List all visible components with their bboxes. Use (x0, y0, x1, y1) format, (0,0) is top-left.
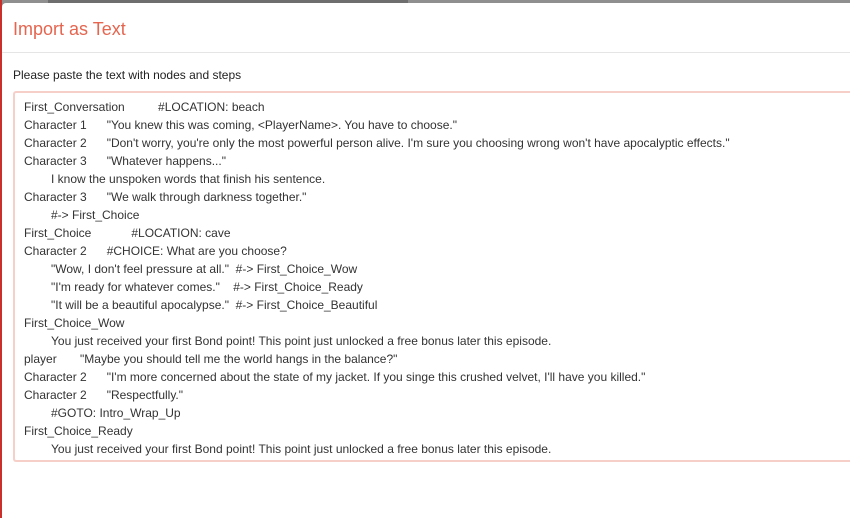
textarea-line: "It will be a beautiful apocalypse." #-> First_Choice_Beautiful (51, 298, 378, 312)
paste-label: Please paste the text with nodes and steps (13, 68, 242, 82)
textarea-line: "I'm ready for whatever comes." #-> First_Choice_Ready (51, 280, 363, 294)
modal-title: Import as Text (13, 19, 126, 39)
modal-header (2, 3, 850, 53)
textarea-line: First_Choice #LOCATION: cave (24, 226, 231, 240)
textarea-line: Character 2 #CHOICE: What are you choose? (24, 244, 287, 258)
textarea-line: First_Choice_Ready (24, 424, 133, 438)
textarea-line: #GOTO: Intro_Wrap_Up (51, 406, 181, 420)
textarea-line: I know the unspoken words that finish his sentence. (51, 172, 326, 186)
textarea-line: You just received your first Bond point! This point just unlocked a free bonus later this episode. (51, 334, 552, 348)
textarea-line: Character 2 "Don't worry, you're only the most powerful person alive. I'm sure you choosing wrong won't have apocalyptic effects." (24, 136, 730, 150)
modal-body (2, 53, 850, 462)
textarea-line: Character 2 "I'm more concerned about the state of my jacket. If you singe this crushed velvet, I'll have you killed." (24, 370, 646, 384)
textarea-line: player "Maybe you should tell me the world hangs in the balance?" (24, 352, 398, 366)
textarea-line: Character 3 "Whatever happens..." (24, 154, 226, 168)
textarea-line: You just received your first Bond point! This point just unlocked a free bonus later this episode. (51, 442, 552, 456)
textarea-line: Character 2 "Respectfully." (24, 388, 184, 402)
textarea-line: #-> First_Choice (51, 208, 140, 222)
textarea-line: First_Choice_Wow (24, 316, 125, 330)
textarea-line: Character 1 "You knew this was coming, <PlayerName>. You have to choose." (24, 118, 457, 132)
import-text-modal (2, 3, 850, 518)
textarea-line: First_Conversation #LOCATION: beach (24, 100, 265, 114)
import-textarea[interactable] (13, 91, 850, 462)
textarea-line: Character 3 "We walk through darkness together." (24, 190, 307, 204)
textarea-line: "Wow, I don't feel pressure at all." #-> First_Choice_Wow (51, 262, 358, 276)
